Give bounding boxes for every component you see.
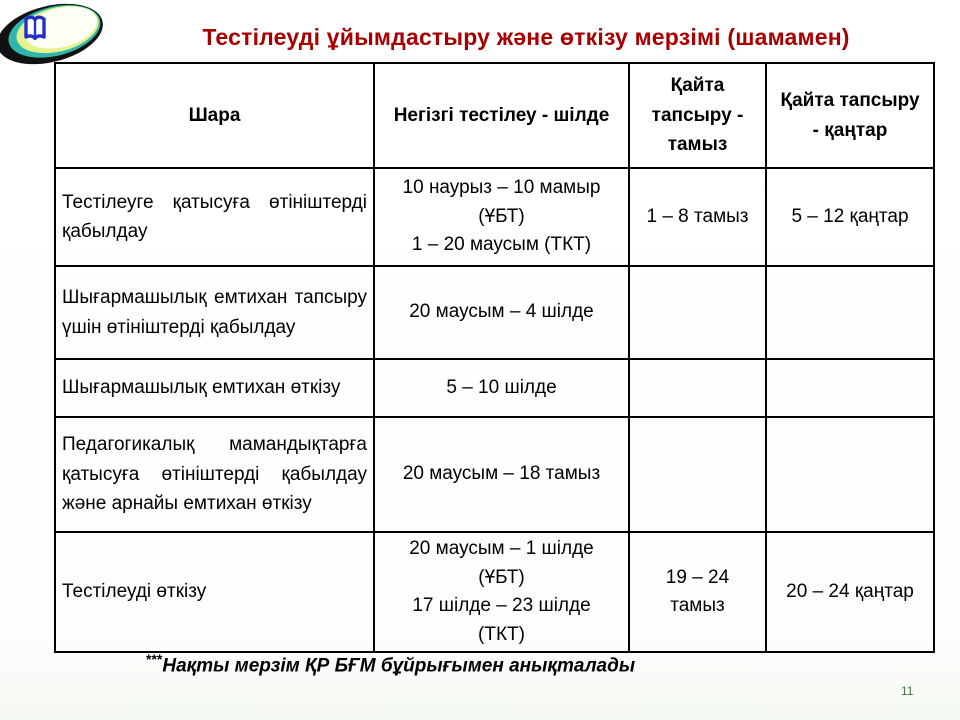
date-line: тамыз bbox=[670, 595, 725, 616]
table-row bbox=[55, 266, 934, 359]
measure-cell: Тестілеуге қатысуға өтініштерді қабылдау bbox=[55, 168, 374, 266]
header-line: Қайта bbox=[670, 75, 725, 97]
footnote bbox=[146, 651, 635, 677]
table-row bbox=[55, 359, 934, 417]
column-header-measure bbox=[55, 63, 374, 168]
main-testing-cell bbox=[374, 417, 629, 532]
measure-cell: Шығармашылық емтихан тапсыру үшін өтініштерді қабылдау bbox=[55, 266, 374, 359]
date-line: 19 – 24 bbox=[665, 566, 730, 588]
schedule-table bbox=[54, 62, 935, 653]
retake-january-cell bbox=[766, 532, 934, 652]
measure-cell: Педагогикалық мамандықтарға қатысуға өтініштерді қабылдау және арнайы емтихан өткізу bbox=[55, 417, 374, 532]
date-line: 20 маусым – 1 шілде bbox=[409, 538, 594, 559]
date-line: (ТКТ) bbox=[478, 623, 525, 645]
table-row bbox=[55, 417, 934, 532]
main-testing-cell bbox=[374, 168, 629, 266]
header-line: Негізгі тестілеу - шілде bbox=[393, 104, 610, 126]
date-line: 1 – 20 маусым (ТКТ) bbox=[411, 234, 592, 256]
header-line: тапсыру - bbox=[651, 104, 744, 126]
retake-january-cell bbox=[766, 168, 934, 266]
retake-august-cell bbox=[629, 266, 766, 359]
main-testing-cell bbox=[374, 532, 629, 652]
header-row bbox=[55, 63, 934, 168]
header-line: - қаңтар bbox=[812, 119, 888, 141]
book-glyph bbox=[26, 17, 44, 38]
page-number: 11 bbox=[901, 684, 914, 698]
table-row bbox=[55, 532, 934, 652]
header-line: тамыз bbox=[667, 134, 728, 156]
column-header-main-testing bbox=[374, 63, 629, 168]
date-line: 17 шілде – 23 шілде bbox=[412, 595, 591, 616]
retake-august-cell bbox=[629, 168, 766, 266]
table-row bbox=[55, 168, 934, 266]
page-title: Тестілеуді ұйымдастыру және өткізу мерзімі (шамамен) bbox=[202, 24, 850, 50]
column-header-retake-august bbox=[629, 63, 766, 168]
main-testing-cell bbox=[374, 266, 629, 359]
header-line: Шара bbox=[188, 104, 241, 126]
date-line: 20 маусым – 18 тамыз bbox=[402, 463, 601, 485]
retake-january-cell bbox=[766, 359, 934, 417]
date-line: 5 – 12 қаңтар bbox=[791, 205, 909, 227]
retake-august-cell bbox=[629, 417, 766, 532]
measure-cell: Шығармашылық емтихан өткізу bbox=[55, 359, 374, 417]
retake-january-cell bbox=[766, 266, 934, 359]
column-header-retake-january bbox=[766, 63, 934, 168]
date-line: 1 – 8 тамыз bbox=[646, 205, 749, 227]
measure-cell: Тестілеуді өткізу bbox=[55, 532, 374, 652]
date-line: 20 маусым – 4 шілде bbox=[409, 301, 594, 323]
date-line: 5 – 10 шілде bbox=[446, 376, 557, 398]
date-line: 20 – 24 қаңтар bbox=[786, 580, 914, 602]
date-line: (ҰБТ) bbox=[478, 566, 525, 588]
main-testing-cell bbox=[374, 359, 629, 417]
open-book-logo-icon bbox=[0, 1, 108, 67]
retake-january-cell bbox=[766, 417, 934, 532]
date-line: (ҰБТ) bbox=[478, 205, 525, 227]
footnote-stars: *** bbox=[146, 651, 163, 667]
header-line: Қайта тапсыру bbox=[780, 90, 920, 112]
date-line: 10 наурыз – 10 мамыр bbox=[402, 177, 601, 199]
footnote-text: Нақты мерзім ҚР БҒМ бұйрығымен анықталады bbox=[162, 655, 636, 677]
retake-august-cell bbox=[629, 359, 766, 417]
retake-august-cell bbox=[629, 532, 766, 652]
